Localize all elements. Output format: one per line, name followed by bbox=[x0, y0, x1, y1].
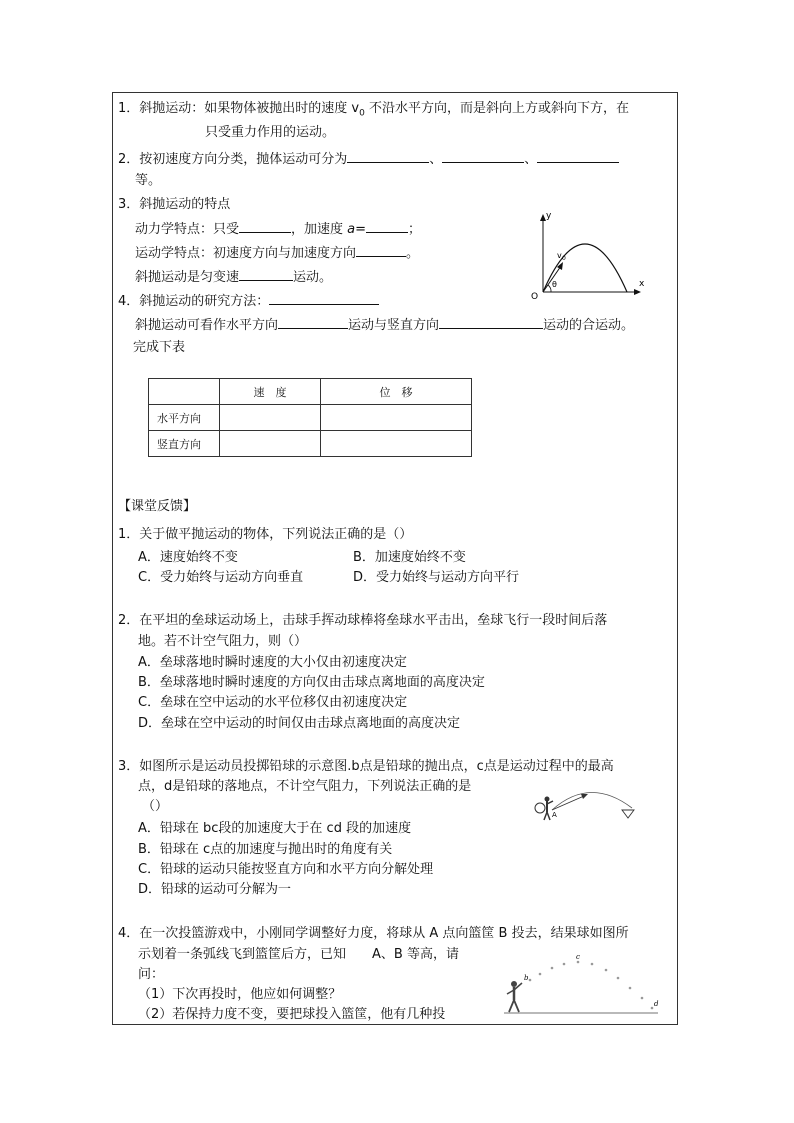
motion-table bbox=[148, 378, 472, 457]
q3-title: 3．斜抛运动的特点 bbox=[118, 197, 231, 212]
fb-q3-stem-line3: （） bbox=[142, 799, 169, 814]
basket-icon bbox=[622, 810, 634, 818]
fig4-label-c: c bbox=[576, 953, 580, 961]
fb-q3-option-b: B．铅球在 c点的加速度与抛出时的角度有关 bbox=[138, 842, 393, 857]
fig4-label-b: b bbox=[524, 974, 529, 982]
graph-v-sub: 0 bbox=[562, 255, 566, 262]
fb-q2-stem-line1: 2．在平坦的垒球运动场上，击球手挥动球棒将垒球水平击出，垒球飞行一段时间后落 bbox=[118, 613, 608, 628]
fb-q1-option-d: D．受力始终与运动方向平行 bbox=[353, 570, 520, 585]
fb-q1-option-c: C．受力始终与运动方向垂直 bbox=[138, 570, 304, 585]
fb-q1-option-a: A．速度始终不变 bbox=[138, 550, 238, 565]
fb-q3-option-c: C．铅球的运动只能按竖直方向和水平方向分解处理 bbox=[138, 862, 434, 877]
feedback-heading: 【课堂反馈】 bbox=[118, 499, 197, 514]
table-cell bbox=[220, 431, 321, 457]
table-header-empty bbox=[149, 379, 220, 405]
q1-line1: 1．斜抛运动：如果物体被抛出时的速度 $v_0$ 不沿水平方向，而是斜向上方或斜向下方，在 bbox=[118, 101, 629, 119]
fb-q4-stem-line2: 示划着一条弧线飞到篮筐后方，已知 A、B 等高，请 bbox=[138, 947, 459, 962]
q1-line2: 只受重力作用的运动。 bbox=[205, 125, 336, 140]
q4-title: 4．斜抛运动的研究方法： bbox=[118, 291, 379, 311]
q4-line3: 完成下表 bbox=[133, 340, 186, 355]
fb-q1-stem: 1．关于做平抛运动的物体，下列说法正确的是（） bbox=[118, 527, 413, 542]
fb-q2-option-a: A．垒球落地时瞬时速度的大小仅由初速度决定 bbox=[138, 655, 407, 670]
table-cell bbox=[321, 431, 472, 457]
fb-q4-option-2: （2）若保持力度不变，要把球投入篮筐，他有几种投 bbox=[138, 1007, 446, 1022]
fb-q3-stem-line2: 点，d是铅球的落地点，不计空气阻力，下列说法正确的是 bbox=[138, 779, 472, 794]
fig3-label-a: A bbox=[552, 811, 557, 819]
table-header-velocity: 速 度 bbox=[220, 379, 321, 405]
q4-line2: 斜抛运动可看作水平方向 运动与竖直方向 运动的合运动。 bbox=[135, 315, 634, 335]
fb-q3-stem-line1: 3．如图所示是运动员投掷铅球的示意图.b点是铅球的抛出点，c点是运动过程中的最高 bbox=[118, 759, 614, 774]
table-cell bbox=[220, 405, 321, 431]
graph-x-label: x bbox=[639, 279, 645, 289]
fb-q1-option-b: B．加速度始终不变 bbox=[353, 550, 466, 565]
fig4-label-d: d bbox=[654, 1000, 659, 1008]
q3-variable: 斜抛运动是匀变速 运动。 bbox=[135, 267, 332, 287]
q3-dynamics: 动力学特点：只受 ，加速度 a= ； bbox=[135, 219, 421, 239]
shot-put-circle-icon bbox=[535, 803, 545, 813]
basketball-figure bbox=[500, 950, 670, 1016]
fb-q2-stem-line2: 地。若不计空气阻力，则（） bbox=[138, 634, 308, 649]
graph-angle-label: θ bbox=[552, 280, 557, 289]
fb-q2-option-c: C．垒球在空中运动的水平位移仅由初速度决定 bbox=[138, 695, 408, 710]
graph-origin-label: O bbox=[531, 292, 539, 302]
fb-q4-stem-line3: 问： bbox=[138, 967, 165, 982]
fb-q3-option-a: A．铅球在 bc段的加速度大于在 cd 段的加速度 bbox=[138, 821, 412, 836]
fb-q4-option-1: （1）下次再投时，他应如何调整？ bbox=[138, 987, 342, 1002]
fb-q4-stem-line1: 4．在一次投篮游戏中，小刚同学调整好力度，将球从 A 点向篮筐 B 投去，结果球如图所 bbox=[118, 926, 629, 941]
table-row-label: 水平方向 bbox=[149, 405, 220, 431]
table-header-displacement: 位 移 bbox=[321, 379, 472, 405]
table-row-label: 竖直方向 bbox=[149, 431, 220, 457]
projectile-graph bbox=[525, 210, 655, 302]
q2-line2: 等。 bbox=[135, 173, 162, 188]
graph-y-label: y bbox=[546, 211, 552, 221]
q2-line1: 2．按初速度方向分类，抛体运动可分为 、 、 bbox=[118, 149, 619, 169]
fb-q2-option-b: B．垒球落地时瞬时速度的方向仅由击球点离地面的高度决定 bbox=[138, 675, 485, 690]
fb-q2-option-d: D．垒球在空中运动的时间仅由击球点离地面的高度决定 bbox=[138, 716, 461, 731]
q3-kinematics: 运动学特点：初速度方向与加速度方向 。 bbox=[135, 243, 419, 263]
graph-v-label: v bbox=[557, 251, 562, 260]
shot-put-figure bbox=[528, 784, 648, 826]
table-cell bbox=[321, 405, 472, 431]
fb-q3-option-d: D．铅球的运动可分解为一 bbox=[138, 882, 292, 897]
